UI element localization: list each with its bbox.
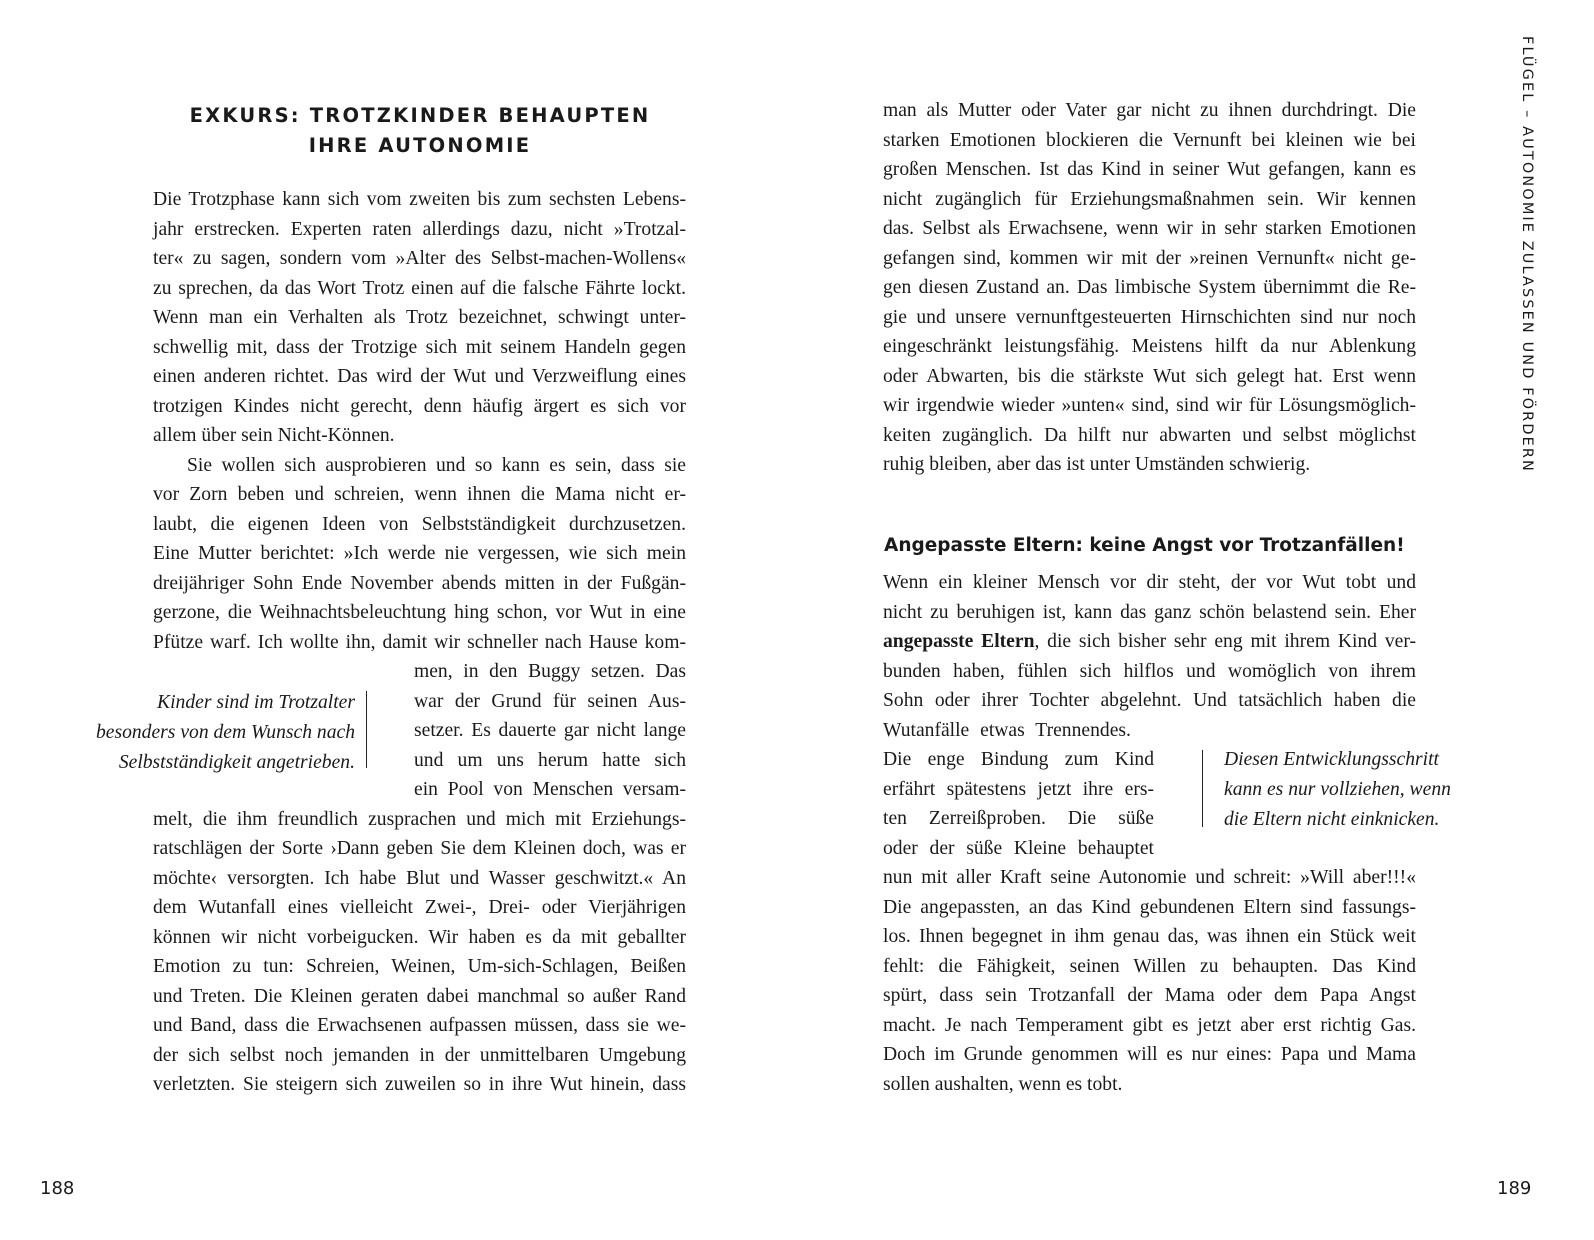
body-line: gefangen sind, kommen wir mit der »reinen Vernunft« nicht ge- xyxy=(883,248,1416,269)
body-line: sollen aushalten, wenn es tobt. xyxy=(883,1074,1123,1095)
body-line: laubt, die eigenen Ideen von Selbstständigkeit durchzusetzen. xyxy=(153,514,686,535)
bold-line-rest: , die sich bisher sehr eng mit ihrem Kind ver- xyxy=(1034,631,1416,652)
body-line: men, in den Buggy setzen. Das xyxy=(414,661,686,682)
body-line: Wutanfälle etwas Trennendes. xyxy=(883,720,1131,741)
body-line: ruhig bleiben, aber das ist unter Umständen schwierig. xyxy=(883,454,1311,475)
body-line: dem Wutanfall eines vielleicht Zwei-, Drei- oder Vierjährigen xyxy=(153,897,686,918)
body-line: Sie wollen sich ausprobieren und so kann es sein, dass sie xyxy=(187,455,686,476)
body-line: oder Abwarten, bis die stärkste Wut sich gelegt hat. Erst wenn xyxy=(883,366,1416,387)
pull-quote-right xyxy=(1224,745,1451,835)
body-line: möchte‹ versorgten. Ich habe Blut und Wasser geschwitzt.« An xyxy=(153,868,686,889)
body-line: eingeschränkt leistungsfähig. Meistens hilft da nur Ablenkung xyxy=(883,336,1416,357)
body-line: einen anderen richtet. Das wird der Wut und Verzweiflung eines xyxy=(153,366,686,387)
body-line: und Treten. Die Kleinen geraten dabei manchmal so außer Rand xyxy=(153,986,686,1007)
pull-quote-line: Selbstständigkeit angetrieben. xyxy=(118,752,355,773)
body-line: Die enge Bindung zum Kind xyxy=(883,749,1154,770)
body-line-with-bold-term xyxy=(883,627,1416,657)
section-subheading: Angepasste Eltern: keine Angst vor Trotzanfällen! xyxy=(884,535,1405,556)
chapter-title-line-2: IHRE AUTONOMIE xyxy=(308,134,532,157)
body-line: nicht zu beruhigen ist, kann das ganz schön belastend sein. Eher xyxy=(883,602,1416,623)
body-line: Pfütze warf. Ich wollte ihn, damit wir schneller nach Hause kom- xyxy=(153,632,686,653)
body-line: Sohn oder ihrer Tochter abgelehnt. Und tatsächlich haben die xyxy=(883,690,1416,711)
body-line: setzer. Es dauerte gar nicht lange xyxy=(414,720,686,741)
body-line: oder der süße Kleine behauptet xyxy=(883,838,1154,859)
pull-quote-line: Kinder sind im Trotzalter xyxy=(157,692,355,713)
body-line: Wenn ein kleiner Mensch vor dir steht, der vor Wut tobt und xyxy=(883,572,1416,593)
body-line: der sich selbst noch jemanden in der unmittelbaren Umgebung xyxy=(153,1045,686,1066)
page-number-left: 188 xyxy=(40,1178,75,1199)
body-line: keiten zugänglich. Da hilft nur abwarten und selbst möglichst xyxy=(883,425,1416,446)
pull-quote-rule xyxy=(1202,750,1203,827)
body-line: schwellig mit, dass der Trotzige sich mit seinem Handeln gegen xyxy=(153,337,686,358)
body-line: Eine Mutter berichtet: »Ich werde nie vergessen, wie sich mein xyxy=(153,543,686,564)
pull-quote-left xyxy=(60,688,355,778)
running-head: FLÜGEL – AUTONOMIE ZULASSEN UND FÖRDERN xyxy=(1519,36,1535,473)
body-line: gen diesen Zustand an. Das limbische System übernimmt die Re- xyxy=(883,277,1416,298)
body-line: fehlt: die Fähigkeit, seinen Willen zu behaupten. Das Kind xyxy=(883,956,1416,977)
body-line: erfährt spätestens jetzt ihre ers- xyxy=(883,779,1154,800)
body-line: war der Grund für seinen Aus- xyxy=(414,691,686,712)
body-line: nun mit aller Kraft seine Autonomie und schreit: »Will aber!!!« xyxy=(883,867,1416,888)
body-line: jahr erstrecken. Experten raten allerdings dazu, nicht »Trotzal- xyxy=(153,219,686,240)
body-line: trotzigen Kindes nicht gerecht, denn häufig ärgert es sich vor xyxy=(153,396,686,417)
body-line: und Band, dass die Erwachsenen aufpassen müssen, dass sie we- xyxy=(153,1015,686,1036)
pull-quote-line: kann es nur vollziehen, wenn xyxy=(1224,779,1451,800)
pull-quote-line: die Eltern nicht einknicken. xyxy=(1224,809,1440,830)
body-line: zu sprechen, da das Wort Trotz einen auf die falsche Fährte lockt. xyxy=(153,278,686,299)
body-line: wir irgendwie wieder »unten« sind, sind wir für Lösungsmöglich- xyxy=(883,395,1416,416)
body-line: gie und unsere vernunftgesteuerten Hirnschichten sind nur noch xyxy=(883,307,1416,328)
page-number-right: 189 xyxy=(1497,1178,1532,1199)
body-line: ten Zerreißproben. Die süße xyxy=(883,808,1154,829)
body-line: können wir nicht vorbeigucken. Wir haben es da mit geballter xyxy=(153,927,686,948)
body-line: ein Pool von Menschen versam- xyxy=(414,779,686,800)
body-line: starken Emotionen blockieren die Vernunft bei kleinen wie bei xyxy=(883,130,1416,151)
body-line: ratschlägen der Sorte ›Dann geben Sie dem Kleinen doch, was er xyxy=(153,838,686,859)
pull-quote-line: Diesen Entwicklungsschritt xyxy=(1224,749,1439,770)
body-line: gerzone, die Weihnachtsbeleuchtung hing schon, vor Wut in eine xyxy=(153,602,686,623)
body-line: man als Mutter oder Vater gar nicht zu ihnen durchdringt. Die xyxy=(883,100,1416,121)
body-line: spürt, dass sein Trotzanfall der Mama oder dem Papa Angst xyxy=(883,985,1416,1006)
bold-term: angepasste Eltern xyxy=(883,631,1035,652)
body-line: verletzten. Sie steigern sich zuweilen so in ihre Wut hinein, dass xyxy=(153,1074,686,1095)
body-line: Emotion zu tun: Schreien, Weinen, Um-sich-Schlagen, Beißen xyxy=(153,956,686,977)
body-line: dreijähriger Sohn Ende November abends mitten in der Fußgän- xyxy=(153,573,686,594)
body-line: Die Trotzphase kann sich vom zweiten bis zum sechsten Lebens- xyxy=(153,189,686,210)
pull-quote-line: besonders von dem Wunsch nach xyxy=(95,722,355,743)
body-line: melt, die ihm freundlich zusprachen und mich mit Erziehungs- xyxy=(153,809,686,830)
body-line: nicht zugänglich für Erziehungsmaßnahmen sein. Wir kennen xyxy=(883,189,1416,210)
body-line: Die angepassten, an das Kind gebundenen Eltern sind fassungs- xyxy=(883,897,1416,918)
body-line: und um uns herum hatte sich xyxy=(414,750,686,771)
chapter-title-line-1: EXKURS: TROTZKINDER BEHAUPTEN xyxy=(189,104,651,127)
body-line: Wenn man ein Verhalten als Trotz bezeichnet, schwingt unter- xyxy=(153,307,686,328)
body-line: bunden haben, fühlen sich hilflos und womöglich von ihrem xyxy=(883,661,1416,682)
body-line: das. Selbst als Erwachsene, wenn wir in sehr starken Emotionen xyxy=(883,218,1416,239)
pull-quote-rule xyxy=(366,691,367,768)
body-line: macht. Je nach Temperament gibt es jetzt aber erst richtig Gas. xyxy=(883,1015,1416,1036)
body-line: Doch im Grunde genommen will es nur eines: Papa und Mama xyxy=(883,1044,1416,1065)
body-line: großen Menschen. Ist das Kind in seiner Wut gefangen, kann es xyxy=(883,159,1416,180)
body-line: allem über sein Nicht-Können. xyxy=(153,425,395,446)
body-line: los. Ihnen begegnet in ihm genau das, was ihnen ein Stück weit xyxy=(883,926,1416,947)
body-line: ter« zu sagen, sondern vom »Alter des Selbst-machen-Wollens« xyxy=(153,248,686,269)
body-line: vor Zorn beben und schreien, wenn ihnen die Mama nicht er- xyxy=(153,484,686,505)
